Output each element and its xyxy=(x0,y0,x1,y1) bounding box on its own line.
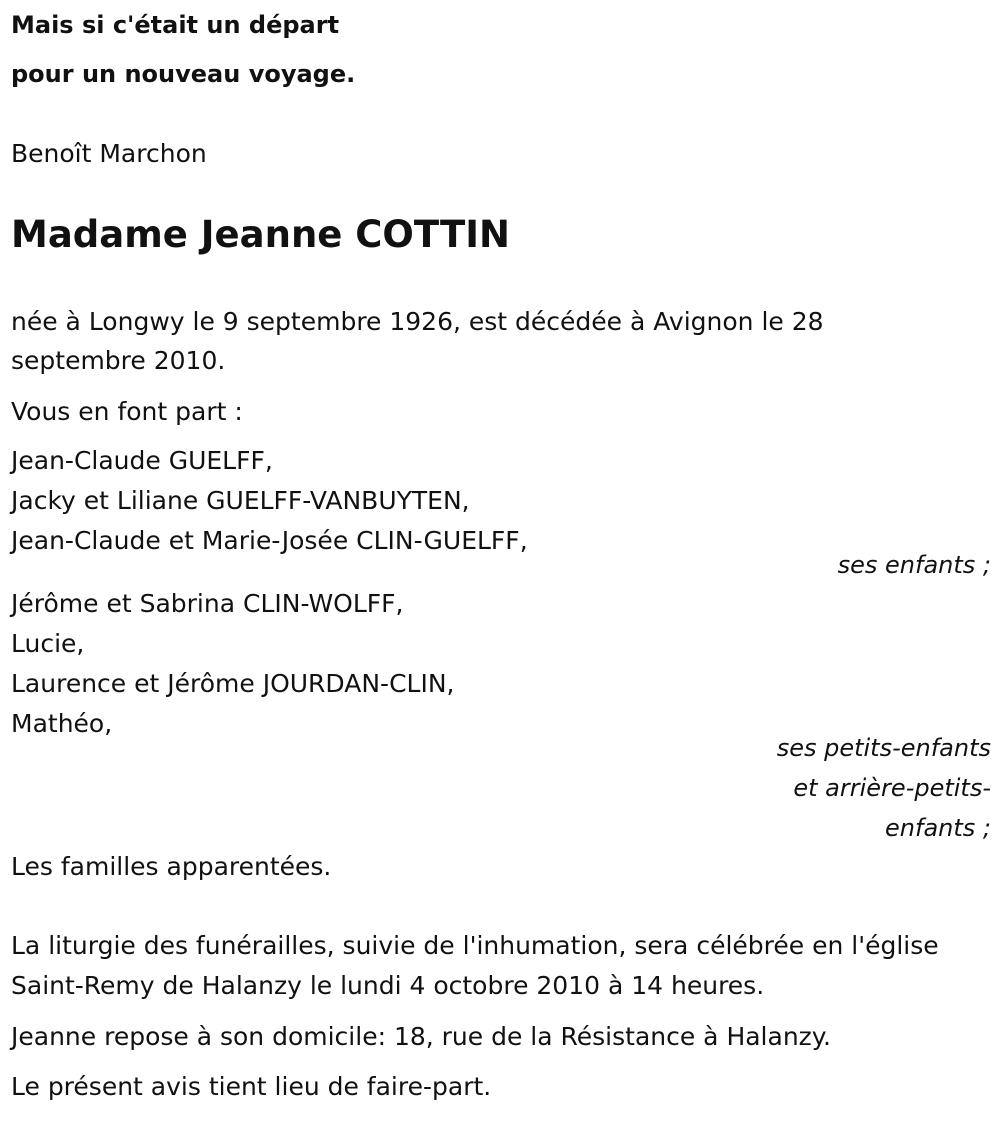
grandchildren-role-label-2: et arrière-petits- xyxy=(793,774,991,802)
repose-details: Jeanne repose à son domicile: 18, rue de la Résistance à Halanzy. xyxy=(11,1022,831,1051)
obituary-notice xyxy=(11,0,991,1122)
funeral-line-2: Saint-Remy de Halanzy le lundi 4 octobre 2010 à 14 heures. xyxy=(11,971,765,1000)
announcement-intro: Vous en font part : xyxy=(11,397,243,426)
closing-note: Le présent avis tient lieu de faire-part. xyxy=(11,1072,492,1101)
related-families: Les familles apparentées. xyxy=(11,852,332,881)
grandchild-entry: Mathéo, xyxy=(11,709,113,738)
quote-line-1: Mais si c'était un départ xyxy=(11,11,340,39)
grandchild-entry: Lucie, xyxy=(11,629,85,658)
child-entry: Jacky et Liliane GUELFF-VANBUYTEN, xyxy=(11,486,470,515)
grandchild-entry: Laurence et Jérôme JOURDAN-CLIN, xyxy=(11,669,455,698)
funeral-line-1: La liturgie des funérailles, suivie de l'inhumation, sera célébrée en l'église xyxy=(11,931,939,960)
grandchildren-role-label-1: ses petits-enfants xyxy=(776,734,991,762)
child-entry: Jean-Claude GUELFF, xyxy=(11,446,273,475)
birth-death-line-2: septembre 2010. xyxy=(11,346,226,375)
children-role-label: ses enfants ; xyxy=(837,551,991,579)
birth-death-line-1: née à Longwy le 9 septembre 1926, est décédée à Avignon le 28 xyxy=(11,307,824,336)
grandchildren-role-label-3: enfants ; xyxy=(885,814,991,842)
grandchild-entry: Jérôme et Sabrina CLIN-WOLFF, xyxy=(11,589,404,618)
quote-line-2: pour un nouveau voyage. xyxy=(11,60,356,88)
quote-author: Benoît Marchon xyxy=(11,139,207,168)
deceased-name-heading: Madame Jeanne COTTIN xyxy=(11,213,510,256)
child-entry: Jean-Claude et Marie-Josée CLIN-GUELFF, xyxy=(11,526,528,555)
